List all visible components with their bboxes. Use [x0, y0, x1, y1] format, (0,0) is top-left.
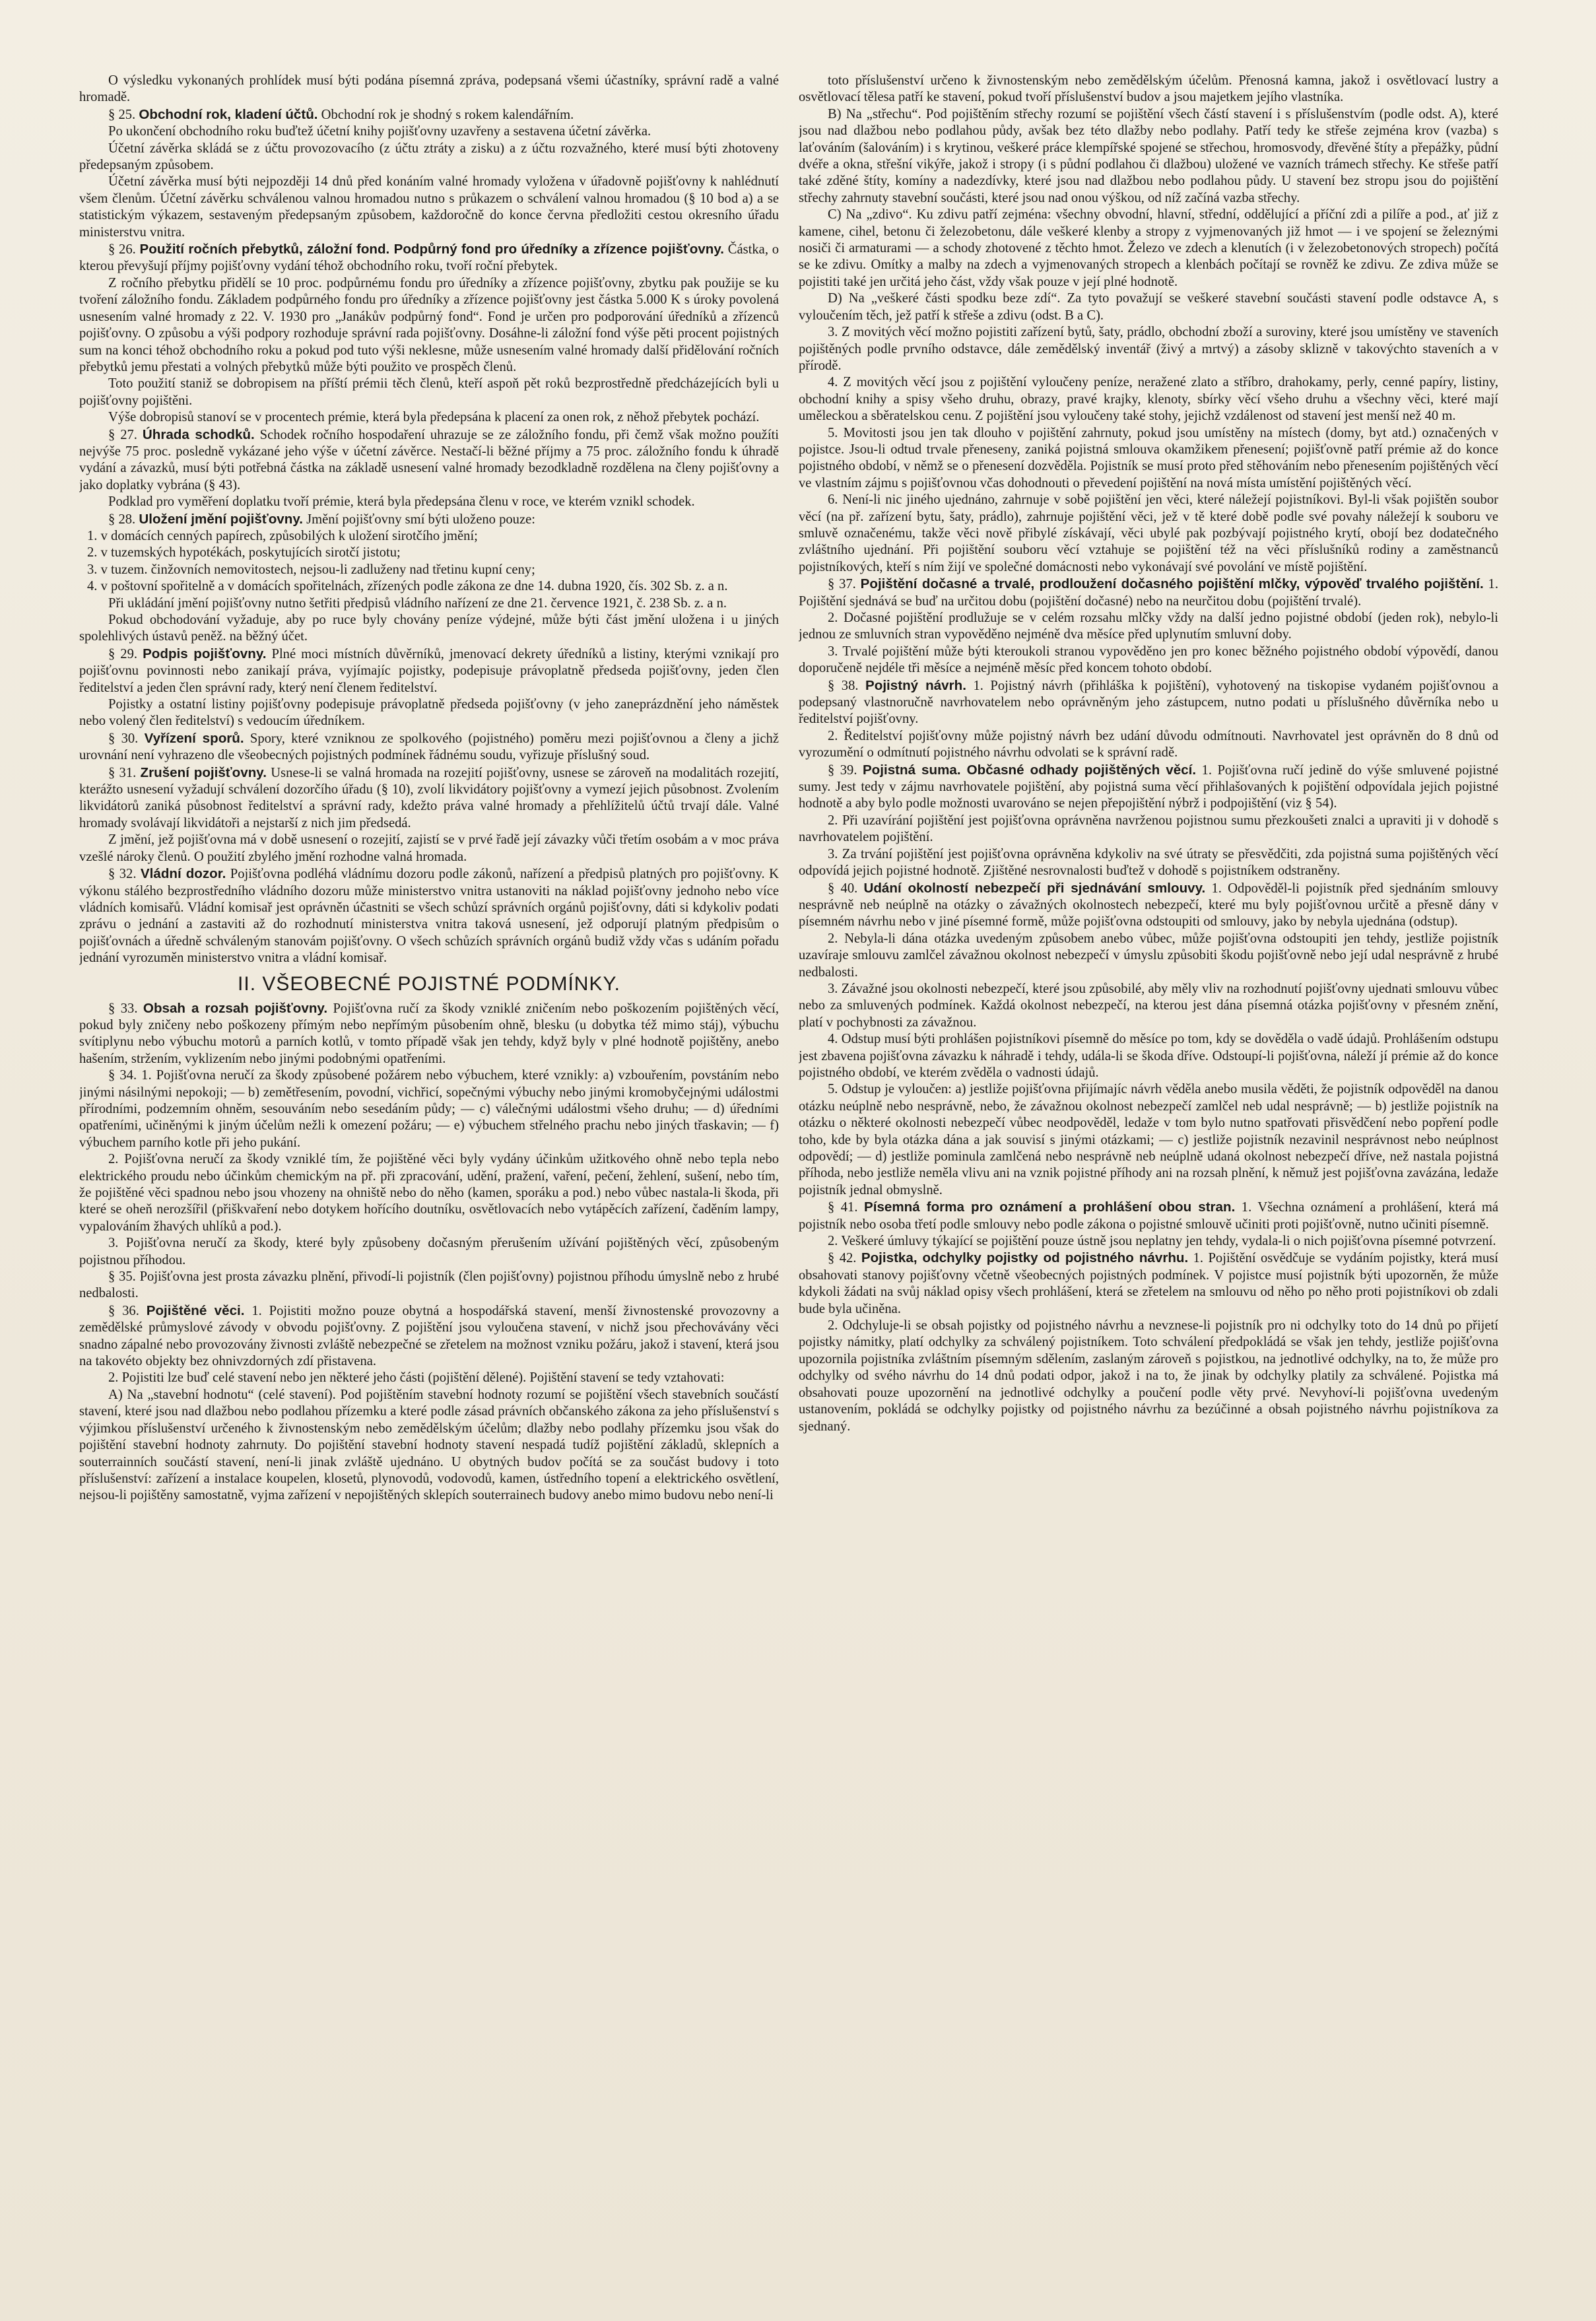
paragraph: [79, 562, 779, 578]
paragraph-text: Pojišťovna podléhá vládnímu dozoru podle zákonů, nařízení a předpisů platných pro pojišťovny. K výkonu stálého bezprostředního vládního dozoru může ministerstvo vnitra ustanoviti na náklad pojišťovny jednoho nebo více vládních komisařů. Vládní komisař jest oprávněn účastniti se všech schůzí správních orgánů pojišťovny, dáti si kdykoliv podati zprávu o jednání a zastaviti až do rozhodnutí ministerstva vnitra taková usnesení, jež odporují platným předpisům o pojišťovnách a úředně schváleným stanovám pojišťovny. O všech schůzích správních orgánů budiž vždy včas s udáním pořadu jednání vyrozuměn ministerstvo vnitra a vládní komisař.: [79, 867, 779, 966]
paragraph: [79, 73, 779, 106]
section-title: Podpis pojišťovny.: [143, 646, 267, 661]
paragraph-text: toto příslušenství určeno k živnostenským nebo zemědělským účelům. Přenosná kamna, jakož i osvětlovací lustry a osvětlovací tělesa patří ke stavení, pokud tvoří příslušenství budov a jsou majetkem jejího vlastníka.: [799, 73, 1498, 105]
paragraph: [79, 528, 779, 545]
paragraph-text: 3. Trvalé pojištění může býti kteroukoli stranou vypověděno jen pro konec běžného pojistného období výpovědí, danou doporučeně nejdéle tři měsíce a nejméně měsíc před koncem tohoto období.: [799, 644, 1498, 676]
paragraph-text: Plné moci místních důvěrníků, jmenovací dekrety úředníků a listiny, kterými vznikají pro pojišťovnu povinnosti nebo zanikají práva, vyjímajíc pojistky, podepisuje právoplatně předseda pojišťovny, jeden člen ředitelství a jeden člen správní rady, který není členem ředitelství.: [79, 646, 779, 695]
section-number: § 39.: [828, 762, 863, 778]
paragraph: [79, 174, 779, 241]
paragraph: [79, 595, 779, 612]
paragraph-text: Z jmění, jež pojišťovna má v době usnesení o rozejití, zajistí se v prvé řadě její závazky vůči třetím osobám a v moc práva vzešlé nároky členů. O použití zbylého jmění rozhodne valná hromada.: [79, 832, 779, 864]
paragraph: [79, 1269, 779, 1302]
paragraph: [79, 426, 779, 494]
paragraph: [799, 73, 1498, 106]
section-title: Pojištěné věci.: [146, 1302, 245, 1318]
section-title: Použití ročních přebytků, záložní fond. Podpůrný fond pro úředníky a zřízence pojišťovny.: [139, 242, 725, 257]
paragraph: [79, 578, 779, 595]
paragraph-text: 1. Pojištění sjednává se buď na určitou dobu (pojištění dočasné) nebo na neurčitou dobu (pojištění trvalé).: [799, 577, 1498, 609]
section-title: Písemná forma pro oznámení a prohlášení obou stran.: [863, 1199, 1236, 1215]
paragraph: [799, 207, 1498, 290]
section-number: § 28.: [108, 512, 139, 527]
paragraph-text: 3. Závažné jsou okolnosti nebezpečí, které jsou způsobilé, aby měly vliv na rozhodnutí pojišťovny ujednati smlouvu vůbec nebo za smluvených podmínek. Každá okolnost nebezpečí, na kterou jest dána písemná otázka pojišťovny v přesném znění, platí v pochybnosti za závažnou.: [799, 981, 1498, 1030]
section-title: Obchodní rok, kladení účtů.: [139, 106, 318, 122]
section-heading: II. VŠEOBECNÉ POJISTNÉ PODMÍNKY.: [238, 972, 620, 995]
paragraph: [799, 106, 1498, 207]
paragraph: [79, 1067, 779, 1151]
paragraph-text: Usnese-li se valná hromada na rozejití pojišťovny, usnese se zároveň na modalitách rozejití, kterážto usnesení vyžadují schválení dozorčího úřadu (§ 10), zvolí likvidátory pojišťovny a vymezí jejich působnost. Zvolením likvidátorů zaniká působnost ředitelství a správní rady, kdežto práva valné hromady a přehlížitelů účtů trvají dále. Valné hromady svolávají likvidátoři a nejstarší z nich jim předsedá.: [79, 765, 779, 830]
section-title: Pojištění dočasné a trvalé, prodloužení dočasného pojištění mlčky, výpověď trvalého pojištění.: [860, 576, 1484, 592]
paragraph-text: 1. Pojistný návrh (přihláška k pojištění), vyhotovený na tiskopise vydaném pojišťovnou a podepsaný vlastnoručně navrhovatelem nebo oprávněným jeho zástupcem, nutno podati u příslušného důvěrníka nebo u ředitelství pojišťovny.: [799, 678, 1498, 727]
section-number: § 35.: [108, 1269, 140, 1285]
paragraph: [799, 425, 1498, 492]
paragraph-text: 3. Pojišťovna neručí za škody, které byly způsobeny dočasným přerušením užívání pojištěných věcí, způsobeným pojistnou příhodou.: [79, 1236, 779, 1267]
paragraph: [79, 832, 779, 865]
paragraph-text: 3. Z movitých věcí možno pojistiti zařízení bytů, šaty, prádlo, obchodní zboží a suroviny, které jsou umístěny ve staveních pojištěných podle prvního odstavce, dále zemědělský inventář (živý a mrtvý) a zásoby sklizně v takovýchto staveních a v přírodě.: [799, 325, 1498, 373]
paragraph-text: 2. Pojišťovna neručí za škody vzniklé tím, že pojištěné věci byly vydány účinkům užitkového ohně nebo tepla nebo elektrického proudu nebo účinkům chemickým na př. při zpracování, udění, pražení, vaření, pečení, žehlení, sušení, nebo tím, že pojištěné věci spadnou nebo jsou vhozeny na ohniště nebo do něho (kamen, sporáku a pod.) nebo vůbec nastala-li škoda, při které se oheň nerozšířil (přiškvaření nebo dotykem hořícího doutníku, osvětlovacích nebo vytápěcích zařízení, čaděním lampy, vypalováním žhavých uhlíků a pod.).: [79, 1152, 779, 1234]
section-number: § 37.: [828, 577, 861, 592]
paragraph: [79, 123, 779, 140]
paragraph-text: 1. v domácích cenných papírech, způsobilých k uložení sirotčího jmění;: [87, 528, 478, 543]
paragraph: [79, 1000, 779, 1068]
paragraph: [799, 677, 1498, 728]
paragraph: [799, 492, 1498, 576]
paragraph: [799, 1250, 1498, 1318]
paragraph: [799, 610, 1498, 644]
paragraph-text: Toto použití staniž se dobropisem na příští prémii těch členů, kteří aspoň pět roků bezprostředně předcházejících byli u pojišťovny pojištěni.: [79, 376, 779, 408]
section-title: Uložení jmění pojišťovny.: [139, 511, 303, 527]
paragraph: [799, 880, 1498, 931]
paragraph-text: 1. Odpověděl-li pojistník před sjednáním smlouvy nesprávně neb neúplně na otázky o závažných okolnostech nebezpečí, které mu byly pojišťovnou určitě a přesně dány v písemném návrhu nebo v jiné písemné formě, může pojišťovna odstoupiti od smlouvy, jako by nebyla ujednána (odstup).: [799, 881, 1498, 929]
paragraph: [799, 1081, 1498, 1199]
paragraph-text: 2. Při uzavírání pojištění jest pojišťovna oprávněna navrženou pojistnou sumu přezkoušeti znalci a upraviti ji v dohodě s navrhovatelem pojištění.: [799, 813, 1498, 845]
paragraph: [799, 931, 1498, 981]
paragraph: [79, 696, 779, 730]
paragraph-text: Jmění pojišťovny smí býti uloženo pouze:: [302, 512, 535, 527]
paragraph-text: Účetní závěrka musí býti nejpozději 14 dnů před konáním valné hromady vyložena v úřadovně pojišťovny k nahlédnutí všem členům. Účetní závěrku schválenou valnou hromadou nutno s průkazem o schválení valnou hromadou (§ 10 bod a) a se statistickým výkazem, sestaveným předepsaným způsobem, každoročně do konce června předložiti cestou okresního úřadu ministerstvu vnitra.: [79, 174, 779, 240]
paragraph: [799, 324, 1498, 374]
paragraph-text: Pojišťovna jest prosta závazku plnění, přivodí-li pojistník (člen pojišťovny) pojistnou příhodu úmyslně nebo z hrubé nedbalosti.: [79, 1269, 779, 1301]
paragraph: [79, 730, 779, 764]
paragraph: [799, 981, 1498, 1031]
paragraph-text: 2. v tuzemských hypotékách, poskytujících sirotčí jistotu;: [87, 545, 401, 560]
paragraph: [799, 762, 1498, 813]
paragraph: [79, 275, 779, 376]
section-number: § 40.: [828, 881, 864, 896]
section-number: § 41.: [828, 1200, 864, 1215]
section-number: § 36.: [108, 1303, 147, 1318]
section-number: § 27.: [108, 427, 143, 442]
paragraph-text: Účetní závěrka skládá se z účtu provozovacího (z účtu ztráty a zisku) a z účtu rozvažného, které musí býti zhotoveny předepsaným způsobem.: [79, 141, 779, 173]
paragraph: [79, 376, 779, 409]
paragraph: [799, 846, 1498, 880]
section-number: § 33.: [108, 1001, 143, 1016]
paragraph: [79, 511, 779, 528]
paragraph: [79, 1151, 779, 1235]
paragraph: [79, 646, 779, 696]
paragraph: [79, 545, 779, 561]
paragraph: [79, 612, 779, 646]
paragraph: [799, 576, 1498, 610]
paragraph: [799, 728, 1498, 762]
paragraph: [799, 1233, 1498, 1250]
paragraph-text: Pojišťovna ručí za škody vzniklé zničením nebo poškozením pojištěných věcí, pokud byly zničeny nebo poškozeny přímým nebo nepřímým působením ohně, blesku (u dobytka též mimo stáj), výbuchu svítiplynu nebo výbuchu motorů a parních kotlů, v tomto případě však jen tehdy, když byly v plné hodnotě pojištěny, anebo hašením, stržením, vyklizením nebo jinými podobnými opatřeními.: [79, 1001, 779, 1066]
paragraph: [79, 1302, 779, 1370]
paragraph-text: O výsledku vykonaných prohlídek musí býti podána písemná zpráva, podepsaná všemi účastníky, správní radě a valné hromadě.: [79, 73, 779, 105]
paragraph-text: 5. Movitosti jsou jen tak dlouho v pojištění zahrnuty, pokud jsou umístěny na místech (domy, byt atd.) označených v pojistce. Jsou-li odtud trvale přeneseny, zaniká pojistná smlouva okamžikem přenesení; pojišťovně patří prémie až do konce pojistného období, v němž se o přenesení dozvěděla. Pojistník se musí proto před stěhováním nebo přenesením pojištěných věcí ve vlastním zájmu s pojišťovnou včas dohodnouti o převedení pojištění na nová místa umístění pojištěných věcí.: [799, 425, 1498, 490]
paragraph: [79, 409, 779, 426]
section-number: § 34.: [108, 1068, 142, 1083]
paragraph-text: 5. Odstup je vyloučen: a) jestliže pojišťovna přijímajíc návrh věděla anebo musila věděti, že pojistník odpověděl na danou otázku neúplně nebo nesprávně, nebo, že závažnou okolnost nebezpečí zamlčel neb udal nesprávně; — b) jestliže pojistník na otázku o některé okolnosti nebezpečí vůbec neodpověděl, ledaže v tom bylo nutno spatřovati přisvědčení nebo popření podle toho, kde by byla otázka dána a jak souvisí s jinými otázkami; — c) jestliže pojistník nezavinil nesprávnost nebo neúplnost odpovědí; — d) jestliže pominula zamlčená nebo nesprávně neb neúplně udaná okolnost nebezpečí dříve, než nastala pojistná příhoda, nebo jestliže neměla vlivu ani na vznik pojistné příhody ani na rozsah plnění, k němuž jest pojišťovna zavázána, ledaže pojistník jednal obmyslně.: [799, 1082, 1498, 1197]
paragraph: [79, 241, 779, 275]
section-title: Úhrada schodků.: [142, 426, 255, 442]
paragraph-text: 4. Z movitých věcí jsou z pojištění vyloučeny peníze, neražené zlato a stříbro, drahokamy, perly, cenné papíry, listiny, obchodní knihy a spisy všeho druhu, obrazy, pravé krajky, klenoty, sbírky věcí všeho druhu a všechny věci, které mají uměleckou a sběratelskou cenu. Z pojištění jsou vyloučeny také stohy, jejichž vzdálenost od stavení jest menší než 40 m.: [799, 375, 1498, 424]
paragraph-text: D) Na „veškeré části spodku beze zdí“. Za tyto považují se veškeré stavební součásti stavení podle odstavce A, s vyloučením těch, jež patří k střeše a zdivu (odst. B a C).: [799, 291, 1498, 323]
section-number: § 42.: [828, 1251, 861, 1266]
paragraph-text: Z ročního přebytku přidělí se 10 proc. podpůrnému fondu pro úředníky a zřízence pojišťovny, zbytku pak použije se ku tvoření záložního fondu. Základem podpůrného fondu pro úředníky a zřízence pojišťovny jest částka 5.000 K s úroky povolená usnesením valné hromady z 22. V. 1930 pro „Janákův podpůrný fond“. Fond je určen pro podporování úředníků a zřízenců pojišťovny. O způsobu a výši podpory rozhoduje správní rada pojišťovny. Dosáhne-li záložní fond výše pěti procent pojistných sum na konci téhož obchodního roku a pokud pod tuto výši neklesne, může usnesením valné hromady další přidělování ročních přebytků jemu přestati a volných přebytků může býti použito ve prospěch členů.: [79, 275, 779, 374]
section-number: § 25.: [108, 107, 139, 122]
paragraph-text: 2. Nebyla-li dána otázka uvedeným způsobem anebo vůbec, může pojišťovna odstoupiti jen tehdy, jestliže pojistník uzavíraje smlouvu zamlčel závažnou okolnost nebezpečí v úmyslu způsobiti škodu pojišťovně nebo její udal nesprávně z hrubé nedbalosti.: [799, 931, 1498, 980]
section-title: Vládní dozor.: [140, 866, 226, 882]
section-title: Zrušení pojišťovny.: [140, 764, 267, 780]
paragraph-text: 6. Není-li nic jiného ujednáno, zahrnuje v sobě pojištění jen věci, které náležejí pojistníkovi. Byl-li však pojištěn soubor věcí (na př. zařízení bytu, šaty, prádlo), zahrnuje pojištění věci, jež v tě které době podle své povahy náležejí k souboru ve smluvě označenému, takže věci nově přibylé získávají, věci ubylé pak pozbývají pojistného krytí, obojí bez dodatečného zvláštního ujednání. Při pojištění souboru věcí vztahuje se pojištění též na věci příslušníků rodiny a zaměstnanců pojistníkových, kteří s ním žijí ve společné domácnosti nebo vykonávají své povolání ve místě pojištění.: [799, 492, 1498, 574]
section-number: § 31.: [108, 765, 141, 780]
right-column: [799, 73, 1498, 2304]
section-title: Pojistka, odchylky pojistky od pojistného návrhu.: [861, 1250, 1189, 1266]
paragraph-text: 1. Všechna oznámení a prohlášení, která má pojistník nebo osoba třetí podle smlouvy nebo podle zákona o pojistné smlouvě učiniti proti pojišťovně, nutno učiniti písemně.: [799, 1200, 1498, 1232]
paragraph-text: Obchodní rok je shodný s rokem kalendářním.: [317, 107, 574, 122]
left-column: [79, 73, 779, 2304]
section-title: Vyřízení sporů.: [144, 730, 244, 746]
paragraph: [799, 1318, 1498, 1435]
section-number: § 32.: [108, 867, 141, 882]
paragraph: [799, 1031, 1498, 1081]
paragraph-text: 2. Dočasné pojištění prodlužuje se v celém rozsahu mlčky vždy na další jedno pojistné období (jeden rok), nebylo-li jednou ze smluvních stran vypověděno nejméně dva měsíce před uplynutím smluvní doby.: [799, 611, 1498, 642]
paragraph-text: C) Na „zdivo“. Ku zdivu patří zejména: všechny obvodní, hlavní, střední, oddělující a příční zdi a pilíře a pod., ať již z kamene, cihel, betonu či železobetonu, dále veškeré klenby a stropy z vyjmenovaných již hmot — i ve spojení se železnými nosiči či armaturami — a schody zhotovené z těchto hmot. Železo ve zdech a klenutích (i v železobetonových stropech) počítá se ke zdivu. Omítky a malby na zdech a vyjmenovaných stropech a klenbách počítají se rovněž ke zdivu. Ze zdiva může se pojistiti také jen určitá jeho část, vždy však pouze v její plné hodnotě.: [799, 207, 1498, 289]
paragraph-text: Schodek ročního hospodaření uhrazuje se ze záložního fondu, při čemž však možno použíti nejvýše 75 proc. posledně vykázané jeho výše v účetní závěrce. Nestačí-li běžné příjmy a 75 proc. záložního fondu k úhradě vydání a závazků, musí býti potřebná částka na základě usnesení valné hromady bezodkladně rozdělena na členy pojišťovny a jako doplatky vybrána (§ 43).: [79, 427, 779, 492]
section-title: Pojistná suma. Občasné odhady pojištěných věcí.: [862, 762, 1197, 778]
paragraph: [79, 1370, 779, 1386]
paragraph-text: 2. Pojistiti lze buď celé stavení nebo jen některé jeho části (pojištění dělené). Pojištění stavení se tedy vztahovati:: [108, 1370, 725, 1386]
paragraph-text: 1. Pojišťovna ručí jedině do výše smluvené pojistné sumy. Jest tedy v zájmu navrhovatele pojištění, aby pojistná suma věcí přihlašovaných k pojištění odpovídala jejich pojistné hodnotě a aby bylo podle možnosti uvarováno se nejen přepojištění nýbrž i podpojištění (viz § 54).: [799, 762, 1498, 811]
paragraph: [79, 764, 779, 832]
paragraph: [79, 106, 779, 123]
section-number: § 38.: [828, 678, 865, 693]
paragraph-text: Podklad pro vyměření doplatku tvoří prémie, která byla předepsána členu v roce, ve kterém vznikl schodek.: [108, 494, 695, 510]
section-title: Obsah a rozsah pojišťovny.: [143, 1000, 328, 1016]
paragraph: [79, 1387, 779, 1504]
paragraph: [79, 494, 779, 510]
paragraph-text: 1. Pojistiti možno pouze obytná a hospodářská stavení, menší živnostenské provozovny a zemědělské průmyslové závody v obvodu pojišťovny. Z pojištění jsou vyloučena stavení, v nichž jsou přechovávány věci snadno zápalné nebo provozovány živnosti zvláště nebezpečné se zřetelem na možnost vzniku požáru, jakož i stavení, která jsou na takovéto objekty bez ohnivzdorných zdí přistavena.: [79, 1303, 779, 1369]
section-title: Udání okolností nebezpečí při sjednávání smlouvy.: [863, 880, 1206, 896]
paragraph-text: Spory, které vzniknou ze spolkového (pojistného) poměru mezi pojišťovnou a členy a jichž urovnání není vyhrazeno dle všeobecných pojistných podmínek řádnému soudu, vyřizuje příslušný soud.: [79, 731, 779, 763]
paragraph-text: Při ukládání jmění pojišťovny nutno šetřiti předpisů vládního nařízení ze dne 21. července 1921, č. 238 Sb. z. a n.: [108, 595, 727, 611]
paragraph-text: 3. v tuzem. činžovních nemovitostech, nejsou-li zadluženy nad třetinu kupní ceny;: [87, 562, 535, 577]
paragraph-text: Pojistky a ostatní listiny pojišťovny podepisuje právoplatně předseda pojišťovny (v jeho zaneprázdnění jeho náměstek nebo volený člen ředitelství) s vedoucím úředníkem.: [79, 697, 779, 729]
section-title: Pojistný návrh.: [865, 677, 966, 693]
paragraph: [799, 290, 1498, 324]
paragraph: [79, 1235, 779, 1269]
section-number: § 26.: [108, 242, 140, 257]
section-number: § 29.: [108, 646, 143, 661]
paragraph-text: Po ukončení obchodního roku buďtež účetní knihy pojišťovny uzavřeny a sestavena účetní závěrka.: [108, 124, 651, 139]
paragraph-text: Výše dobropisů stanoví se v procentech prémie, která byla předepsána k placení za onen rok, z něhož přebytek pochází.: [108, 410, 760, 425]
paragraph-text: 1. Pojištění osvědčuje se vydáním pojistky, která musí obsahovati stanovy pojišťovny včetně všeobecných pojistných podmínek. V pojistce musí pojistník býti upozorněn, že může kdykoli žádati na svůj náklad opisy všech prohlášení, která se zřetelem na smlouvu od něho po něho proti pojistníkovi ob zdali bude byla učiněna.: [799, 1251, 1498, 1316]
paragraph-text: 2. Veškeré úmluvy týkající se pojištění pouze ústně jsou neplatny jen tehdy, vydala-li o nich pojišťovna písemné potvrzení.: [828, 1234, 1496, 1249]
paragraph: [799, 644, 1498, 677]
paragraph: [799, 374, 1498, 424]
paragraph: [79, 865, 779, 966]
paragraph-text: 3. Za trvání pojištění jest pojišťovna oprávněna kdykoliv na své útraty se přesvědčiti, zda pojistná suma pojištěných věcí odpovídá jejich pojistné hodnotě. Zjištěné nesrovnalosti buďtež v dohodě s pojistníkem odstraněny.: [799, 846, 1498, 879]
paragraph-text: 2. Odchyluje-li se obsah pojistky od pojistného návrhu a nevznese-li pojistník pro ni odchylky toto do 14 dnů po přijetí pojistky námitky, platí odchylky za schválený pojistníkem. Toto schválení předpokládá se však jen tehdy, jestliže pojišťovna upozornila pojistníka zvláštním písemným sdělením, zaslaným zároveň s pojistkou, na jednotlivé odchylky, na to, že může pro odchylky od svého návrhu do 14 dnů podati odpor, jakož i na to, že jinak by odchylky platily za schválené. Pojistka má obsahovati pouze upozornění na jednotlivé odchylky a poučení podle věty prvé. Nevyhoví-li pojišťovna uvedeným ustanovením, pokládá se odchylky pojistky od pojistného návrhu za bezúčinné a obsah pojistného návrhu pojistníkova za sjednaný.: [799, 1318, 1498, 1434]
paragraph-text: 1. Pojišťovna neručí za škody způsobené požárem nebo výbuchem, které vznikly: a) vzbouřením, povstáním nebo jinými násilnými nepokoji; — b) zemětřesením, povodní, vichřicí, sopečnými výbuchy nebo jinými kromobyčejnými událostmi přírodními, podzemním ohněm, sesouváním nebo sesedáním půdy; — c) válečnými událostmi všeho druhu; — d) úředními opatřeními, učiněnými k jiným účelům nežli k omezení požáru; — e) výbuchem střelného prachu nebo jiných třaskavin; — f) výbuchem parního kotle při jeho pukání.: [79, 1068, 779, 1150]
paragraph: [79, 141, 779, 174]
paragraph-text: B) Na „střechu“. Pod pojištěním střechy rozumí se pojištění všech částí stavení i s příslušenstvím (podle odst. A), které jsou nad dlažbou nebo podlahou půdy, avšak bez této dlažby nebo podlahy. Patří tedy ke střeše zejména krov (vazba) s laťováním (šalováním) i s krytinou, veškeré práce klempířské spojené se střechou, hromosvody, dřevěné štíty a přepážky, půdní dvéře a okna, střešní vikýře, jakož i stropy (i s půdní podlahou či dlažbou) uložené ve vazních trámech střechy. Ke střeše patří také zděné štíty, komíny a nadezdívky, které jsou nad dlažbou nebo podlahou půdy. U stavení bez stropu jsou do pojištění střechy zahrnuty stavební součásti, které jsou nad onou výškou, od níž začíná vazba střechy.: [799, 106, 1498, 205]
paragraph-text: 4. v poštovní spořitelně a v domácích spořitelnách, zřízených podle zákona ze dne 14. dubna 1920, čís. 302 Sb. z. a n.: [87, 579, 728, 594]
paragraph: [799, 1199, 1498, 1233]
paragraph-text: Částka, o kterou převyšují příjmy pojišťovny vydání téhož obchodního roku, tvoří roční přebytek.: [79, 242, 779, 274]
paragraph-text: A) Na „stavební hodnotu“ (celé stavení). Pod pojištěním stavební hodnoty rozumí se pojištění všech stavebních součástí stavení, které jsou nad dlažbou nebo podlahou přízemku a které podle zásad právních občanského zákona za jeho příslušenství s výjimkou příslušenství určeného k živnostenským nebo zemědělským účelům; dlažby nebo podlahy přízemku jsou však do pojištění stavební hodnoty zahrnuty. Do pojištění stavební hodnoty stavení nespadá tudíž pojištění základů, sklepních a souterrainních součástí stavení, není-li jinak zvláště ujednáno. U obytných budov počítá se za součást budovy i toto příslušenství: zařízení a instalace koupelen, klosetů, plynovodů, vodovodů, kamen, ústředního topení a elektrického osvětlení, nejsou-li pojištěny samostatně, vyjma zařízení v nepojištěných sklepích souterrainech budovy anebo mimo budovu nebo není-li: [79, 1387, 779, 1503]
paragraph-text: Pokud obchodování vyžaduje, aby po ruce byly chovány peníze výdejné, může býti část jmění uložena i u jiných spolehlivých ústavů peněž. na běžný účet.: [79, 613, 779, 644]
section-number: § 30.: [108, 731, 145, 746]
paragraph: [799, 813, 1498, 846]
paragraph-text: 2. Ředitelství pojišťovny může pojistný návrh bez udání důvodu odmítnouti. Navrhovatel jest oprávněn do 8 dnů od vyrozumění o odmítnutí pojistného návrhu odvolati se k správní radě.: [799, 728, 1498, 760]
paragraph-text: 4. Odstup musí býti prohlášen pojistníkovi písemně do měsíce po tom, kdy se dověděla o vadě údajů. Prohlášením odstupu jest zbavena pojišťovna závazku k náhradě i tehdy, udála-li se škoda dříve. Odstoupí-li pojišťovna, náleží jí prémie až do konce pojistného období, ve kterém zvěděla o vadnosti údajů.: [799, 1032, 1498, 1080]
